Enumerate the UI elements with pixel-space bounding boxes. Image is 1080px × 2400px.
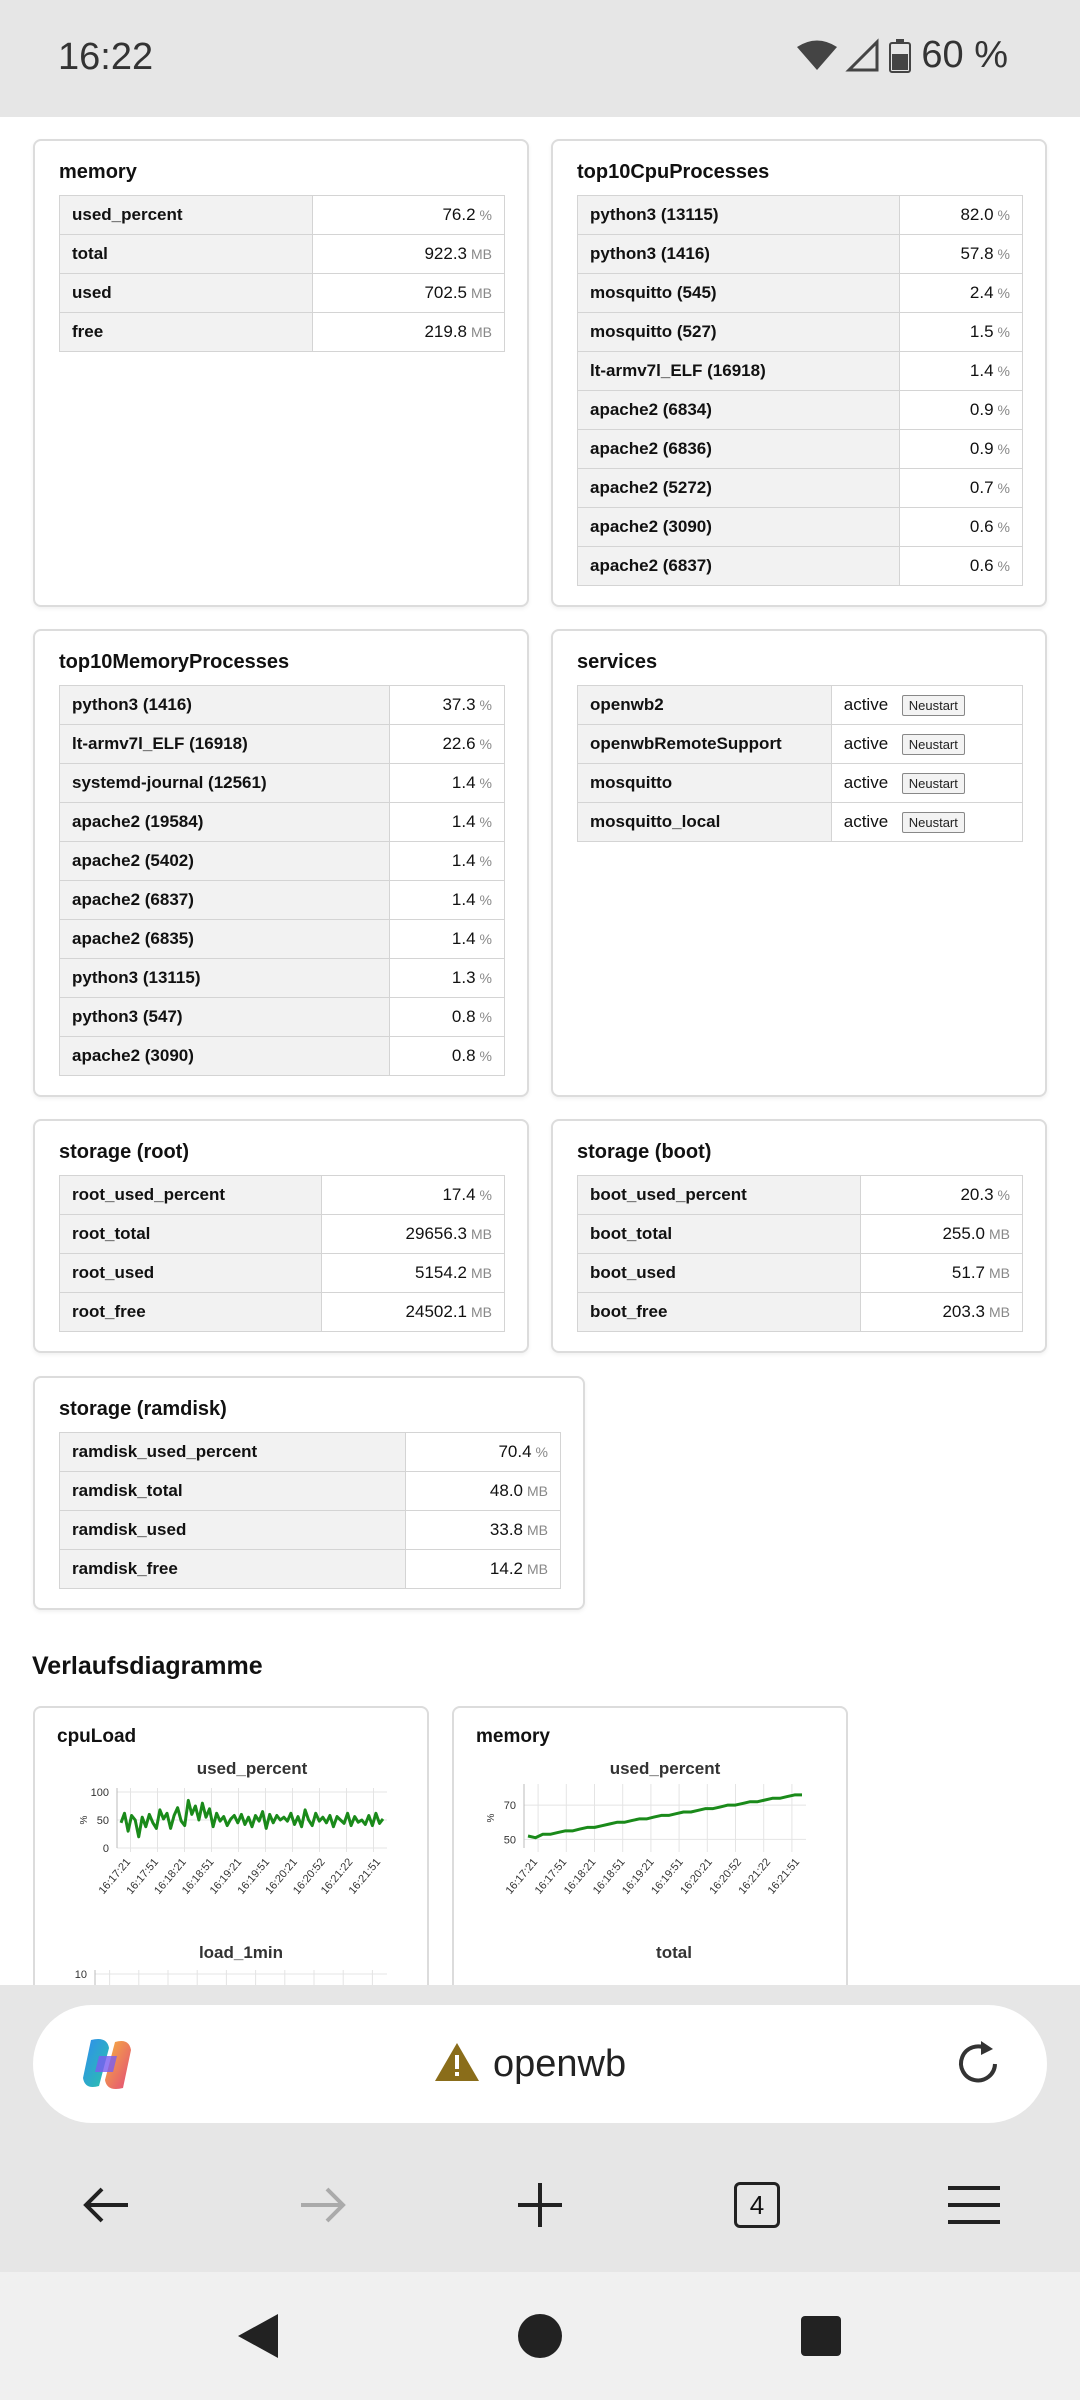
status-bar	[0, 0, 1080, 117]
x-tick-label: 16:17:21	[96, 1856, 134, 1897]
row-unit: %	[479, 697, 492, 713]
chart-title: total	[656, 1943, 692, 1962]
table-row	[60, 274, 505, 313]
row-key: boot_used_percent	[578, 1176, 861, 1215]
section-title-history: Verlaufsdiagramme	[32, 1652, 263, 1680]
url-text[interactable]: openwb	[493, 2043, 627, 2085]
row-value: 1.3	[451, 968, 476, 987]
row-unit: %	[997, 558, 1010, 574]
chart-title: used_percent	[609, 1759, 721, 1778]
row-unit: %	[535, 1444, 548, 1460]
row-value: 1.4	[451, 929, 476, 948]
table-row	[578, 274, 1023, 313]
row-unit: MB	[527, 1561, 548, 1577]
row-value: 1.4	[451, 773, 476, 792]
x-tick-label: 16:17:51	[532, 1856, 570, 1897]
restart-button[interactable]: Neustart	[902, 812, 965, 833]
x-tick-label: 16:21:22	[318, 1856, 356, 1897]
row-value: 70.4	[498, 1442, 532, 1461]
table-row	[578, 235, 1023, 274]
row-unit: %	[479, 1009, 492, 1025]
row-key: python3 (547)	[60, 998, 390, 1037]
row-value: 1.4	[451, 812, 476, 831]
restart-button[interactable]: Neustart	[902, 773, 965, 794]
service-name: openwbRemoteSupport	[578, 725, 832, 764]
table-row	[578, 196, 1023, 235]
row-value: 48.0	[489, 1481, 523, 1500]
card-title: services	[577, 651, 658, 673]
menu-icon	[948, 2185, 1000, 2225]
x-tick-label: 16:18:51	[590, 1856, 628, 1897]
top10-memory-card	[33, 629, 529, 1097]
row-value: 5154.2	[415, 1263, 467, 1282]
row-unit: %	[997, 363, 1010, 379]
row-value: 37.3	[442, 695, 476, 714]
row-key: total	[60, 235, 313, 274]
home-circle-icon[interactable]	[517, 2313, 563, 2359]
row-unit: %	[997, 207, 1010, 223]
row-key: apache2 (6837)	[60, 881, 390, 920]
table-row	[60, 920, 505, 959]
row-value: 0.6	[969, 517, 994, 536]
storage-boot-card	[551, 1119, 1047, 1353]
row-unit: %	[479, 853, 492, 869]
x-tick-label: 16:17:21	[503, 1856, 541, 1897]
row-unit: MB	[989, 1226, 1010, 1242]
x-tick-label: 16:17:51	[124, 1856, 162, 1897]
table-row	[578, 313, 1023, 352]
recents-square-icon[interactable]	[800, 2315, 842, 2357]
row-value: 22.6	[442, 734, 476, 753]
memory-charts	[454, 1708, 850, 2008]
row-value: 702.5	[424, 283, 467, 302]
row-key: root_used_percent	[60, 1176, 322, 1215]
table-row	[60, 196, 505, 235]
table-row	[60, 803, 505, 842]
system-nav-bar	[0, 2272, 1080, 2400]
cpu-load-charts	[35, 1708, 431, 2008]
table-row	[60, 235, 505, 274]
row-unit: %	[479, 207, 492, 223]
table-row	[60, 959, 505, 998]
row-value: 0.8	[451, 1046, 476, 1065]
row-value: 203.3	[942, 1302, 985, 1321]
y-tick-label: 50	[503, 1834, 516, 1847]
row-key: root_total	[60, 1215, 322, 1254]
x-tick-label: 16:20:21	[678, 1856, 715, 1897]
row-value: 0.9	[969, 400, 994, 419]
row-unit: MB	[471, 246, 492, 262]
service-name: mosquitto_local	[578, 803, 832, 842]
card-title: top10CpuProcesses	[577, 161, 770, 183]
row-unit: %	[997, 480, 1010, 496]
plus-icon	[516, 2181, 564, 2229]
row-value: 20.3	[960, 1185, 994, 1204]
row-value: 24502.1	[405, 1302, 467, 1321]
forward-button[interactable]	[283, 2165, 363, 2245]
table-row	[578, 430, 1023, 469]
menu-button[interactable]	[934, 2165, 1014, 2245]
row-key: python3 (1416)	[60, 686, 390, 725]
row-unit: MB	[989, 1265, 1010, 1281]
row-key: apache2 (6834)	[578, 391, 900, 430]
storage-root-table	[59, 1175, 505, 1332]
card-title: memory	[59, 161, 137, 183]
storage-ramdisk-table	[59, 1432, 561, 1589]
table-row	[60, 686, 505, 725]
card-title: storage (root)	[59, 1141, 189, 1163]
row-key: python3 (13115)	[60, 959, 390, 998]
row-unit: %	[479, 970, 492, 986]
card-title: storage (ramdisk)	[59, 1398, 227, 1420]
row-key: ramdisk_used	[60, 1511, 406, 1550]
table-row	[60, 725, 505, 764]
table-row	[578, 1215, 1023, 1254]
row-key: lt-armv7l_ELF (16918)	[578, 352, 900, 391]
service-status: active	[843, 694, 889, 714]
services-card	[551, 629, 1047, 1097]
table-row	[578, 686, 1023, 725]
row-value: 33.8	[489, 1520, 523, 1539]
battery-percent: 60 %	[921, 34, 1008, 76]
table-row	[578, 725, 1023, 764]
back-button[interactable]	[66, 2165, 146, 2245]
table-row	[578, 803, 1023, 842]
cpu-load-chart-card	[33, 1706, 429, 2006]
row-value: 922.3	[424, 244, 467, 263]
y-tick-label: 100	[90, 1787, 109, 1799]
top10-cpu-table	[577, 195, 1023, 586]
table-row	[60, 1176, 505, 1215]
row-unit: MB	[527, 1483, 548, 1499]
row-value: 57.8	[960, 244, 994, 263]
y-axis-label: %	[486, 1813, 497, 1823]
row-key: free	[60, 313, 313, 352]
row-unit: %	[997, 246, 1010, 262]
row-value: 76.2	[442, 205, 476, 224]
row-key: ramdisk_free	[60, 1550, 406, 1589]
row-unit: MB	[471, 285, 492, 301]
series-line	[528, 1795, 802, 1838]
card-title: top10MemoryProcesses	[59, 651, 290, 673]
chart-title: used_percent	[196, 1759, 308, 1778]
address-bar[interactable]	[33, 2005, 1047, 2123]
memory-card	[33, 139, 529, 607]
row-unit: MB	[471, 1304, 492, 1320]
table-row	[578, 1293, 1023, 1332]
row-unit: %	[997, 1187, 1010, 1203]
x-tick-label: 16:19:51	[235, 1856, 273, 1897]
card-title: storage (boot)	[577, 1141, 712, 1163]
y-tick-label: 50	[96, 1815, 109, 1827]
row-key: apache2 (5272)	[578, 469, 900, 508]
arrow-right-icon	[299, 2185, 347, 2225]
x-tick-label: 16:19:21	[620, 1856, 657, 1897]
row-key: boot_used	[578, 1254, 861, 1293]
row-key: apache2 (3090)	[60, 1037, 390, 1076]
y-tick-label: 10	[74, 1969, 87, 1981]
table-row	[578, 352, 1023, 391]
y-tick-label: 70	[503, 1800, 516, 1813]
restart-button[interactable]: Neustart	[902, 695, 965, 716]
row-key: root_used	[60, 1254, 322, 1293]
row-unit: %	[479, 1187, 492, 1203]
x-tick-label: 16:21:22	[736, 1856, 774, 1897]
table-row	[60, 1511, 561, 1550]
table-row	[578, 1176, 1023, 1215]
card-title: cpuLoad	[57, 1726, 137, 1747]
copilot-icon[interactable]	[77, 2034, 137, 2094]
row-key: systemd-journal (12561)	[60, 764, 390, 803]
table-row	[60, 1293, 505, 1332]
row-value: 82.0	[960, 205, 994, 224]
top10-memory-table	[59, 685, 505, 1076]
tabs-button[interactable]	[717, 2165, 797, 2245]
row-key: mosquitto (545)	[578, 274, 900, 313]
back-triangle-icon[interactable]	[236, 2312, 280, 2360]
row-value: 0.9	[969, 439, 994, 458]
service-status: active	[843, 733, 889, 753]
x-tick-label: 16:19:21	[207, 1856, 245, 1897]
row-unit: MB	[471, 1226, 492, 1242]
x-tick-label: 16:20:21	[263, 1856, 300, 1897]
row-value: 0.8	[451, 1007, 476, 1026]
service-status: active	[843, 772, 889, 792]
row-unit: %	[997, 402, 1010, 418]
table-row	[60, 1550, 561, 1589]
table-row	[578, 469, 1023, 508]
x-tick-label: 16:21:51	[765, 1856, 803, 1897]
table-row	[578, 764, 1023, 803]
row-key: python3 (13115)	[578, 196, 900, 235]
table-row	[60, 1433, 561, 1472]
row-unit: %	[479, 775, 492, 791]
row-key: lt-armv7l_ELF (16918)	[60, 725, 390, 764]
row-key: apache2 (3090)	[578, 508, 900, 547]
card-title: memory	[476, 1726, 550, 1747]
memory-table	[59, 195, 505, 352]
row-value: 0.6	[969, 556, 994, 575]
row-unit: MB	[471, 1265, 492, 1281]
table-row	[578, 547, 1023, 586]
row-unit: %	[479, 736, 492, 752]
new-tab-button[interactable]	[500, 2165, 580, 2245]
row-unit: %	[997, 519, 1010, 535]
row-unit: %	[479, 814, 492, 830]
table-row	[60, 1472, 561, 1511]
x-tick-label: 16:21:51	[346, 1856, 384, 1897]
row-key: apache2 (6837)	[578, 547, 900, 586]
table-row	[60, 313, 505, 352]
table-row	[578, 391, 1023, 430]
table-row	[60, 998, 505, 1037]
x-tick-label: 16:20:52	[707, 1856, 745, 1897]
battery-icon	[889, 39, 911, 73]
tab-count-badge	[734, 2182, 780, 2228]
row-key: used_percent	[60, 196, 313, 235]
row-unit: %	[479, 892, 492, 908]
table-row	[60, 1215, 505, 1254]
row-value: 1.4	[451, 851, 476, 870]
chart-title: load_1min	[198, 1943, 284, 1962]
row-key: boot_free	[578, 1293, 861, 1332]
row-key: python3 (1416)	[578, 235, 900, 274]
x-tick-label: 16:20:52	[291, 1856, 328, 1897]
row-unit: %	[997, 324, 1010, 340]
browser-toolbar	[0, 1985, 1080, 2272]
row-value: 1.4	[451, 890, 476, 909]
x-tick-label: 16:18:21	[152, 1856, 189, 1897]
row-value: 1.5	[969, 322, 994, 341]
row-unit: %	[479, 931, 492, 947]
tab-count: 4	[749, 2189, 765, 2220]
row-key: mosquitto (527)	[578, 313, 900, 352]
warning-icon[interactable]	[433, 2041, 481, 2083]
row-value: 255.0	[942, 1224, 985, 1243]
row-key: ramdisk_total	[60, 1472, 406, 1511]
row-value: 2.4	[969, 283, 994, 302]
table-row	[578, 1254, 1023, 1293]
signal-icon	[847, 40, 879, 72]
row-key: apache2 (5402)	[60, 842, 390, 881]
wifi-icon	[797, 40, 837, 72]
table-row	[578, 508, 1023, 547]
service-status: active	[843, 811, 889, 831]
table-row	[60, 1254, 505, 1293]
y-axis-label: %	[79, 1815, 90, 1825]
row-value: 29656.3	[405, 1224, 467, 1243]
row-value: 17.4	[442, 1185, 476, 1204]
row-unit: %	[997, 285, 1010, 301]
series-line	[121, 1800, 383, 1836]
row-unit: MB	[989, 1304, 1010, 1320]
top10-cpu-card	[551, 139, 1047, 607]
table-row	[60, 764, 505, 803]
storage-ramdisk-card	[33, 1376, 585, 1610]
storage-boot-table	[577, 1175, 1023, 1332]
services-table	[577, 685, 1023, 842]
table-row	[60, 881, 505, 920]
row-value: 14.2	[489, 1559, 523, 1578]
reload-icon[interactable]	[951, 2037, 1005, 2091]
row-unit: MB	[471, 324, 492, 340]
y-tick-label: 0	[102, 1843, 109, 1855]
x-tick-label: 16:19:51	[649, 1856, 686, 1897]
row-value: 1.4	[969, 361, 994, 380]
page-content[interactable]	[0, 117, 1080, 1985]
row-unit: %	[479, 1048, 492, 1064]
arrow-left-icon	[82, 2185, 130, 2225]
memory-chart-card	[452, 1706, 848, 2006]
row-key: apache2 (6836)	[578, 430, 900, 469]
browser-nav-row	[0, 2135, 1080, 2272]
service-name: mosquitto	[578, 764, 832, 803]
row-key: apache2 (6835)	[60, 920, 390, 959]
row-value: 219.8	[424, 322, 467, 341]
row-value: 0.7	[969, 478, 994, 497]
row-key: apache2 (19584)	[60, 803, 390, 842]
row-unit: MB	[527, 1522, 548, 1538]
row-key: used	[60, 274, 313, 313]
row-key: root_free	[60, 1293, 322, 1332]
row-key: ramdisk_used_percent	[60, 1433, 406, 1472]
table-row	[60, 1037, 505, 1076]
table-row	[60, 842, 505, 881]
service-name: openwb2	[578, 686, 832, 725]
row-value: 51.7	[951, 1263, 985, 1282]
status-icons	[797, 34, 1008, 77]
x-tick-label: 16:18:21	[561, 1856, 599, 1897]
x-tick-label: 16:18:51	[179, 1856, 217, 1897]
row-key: boot_total	[578, 1215, 861, 1254]
clock: 16:22	[58, 36, 154, 78]
row-unit: %	[997, 441, 1010, 457]
restart-button[interactable]: Neustart	[902, 734, 965, 755]
storage-root-card	[33, 1119, 529, 1353]
